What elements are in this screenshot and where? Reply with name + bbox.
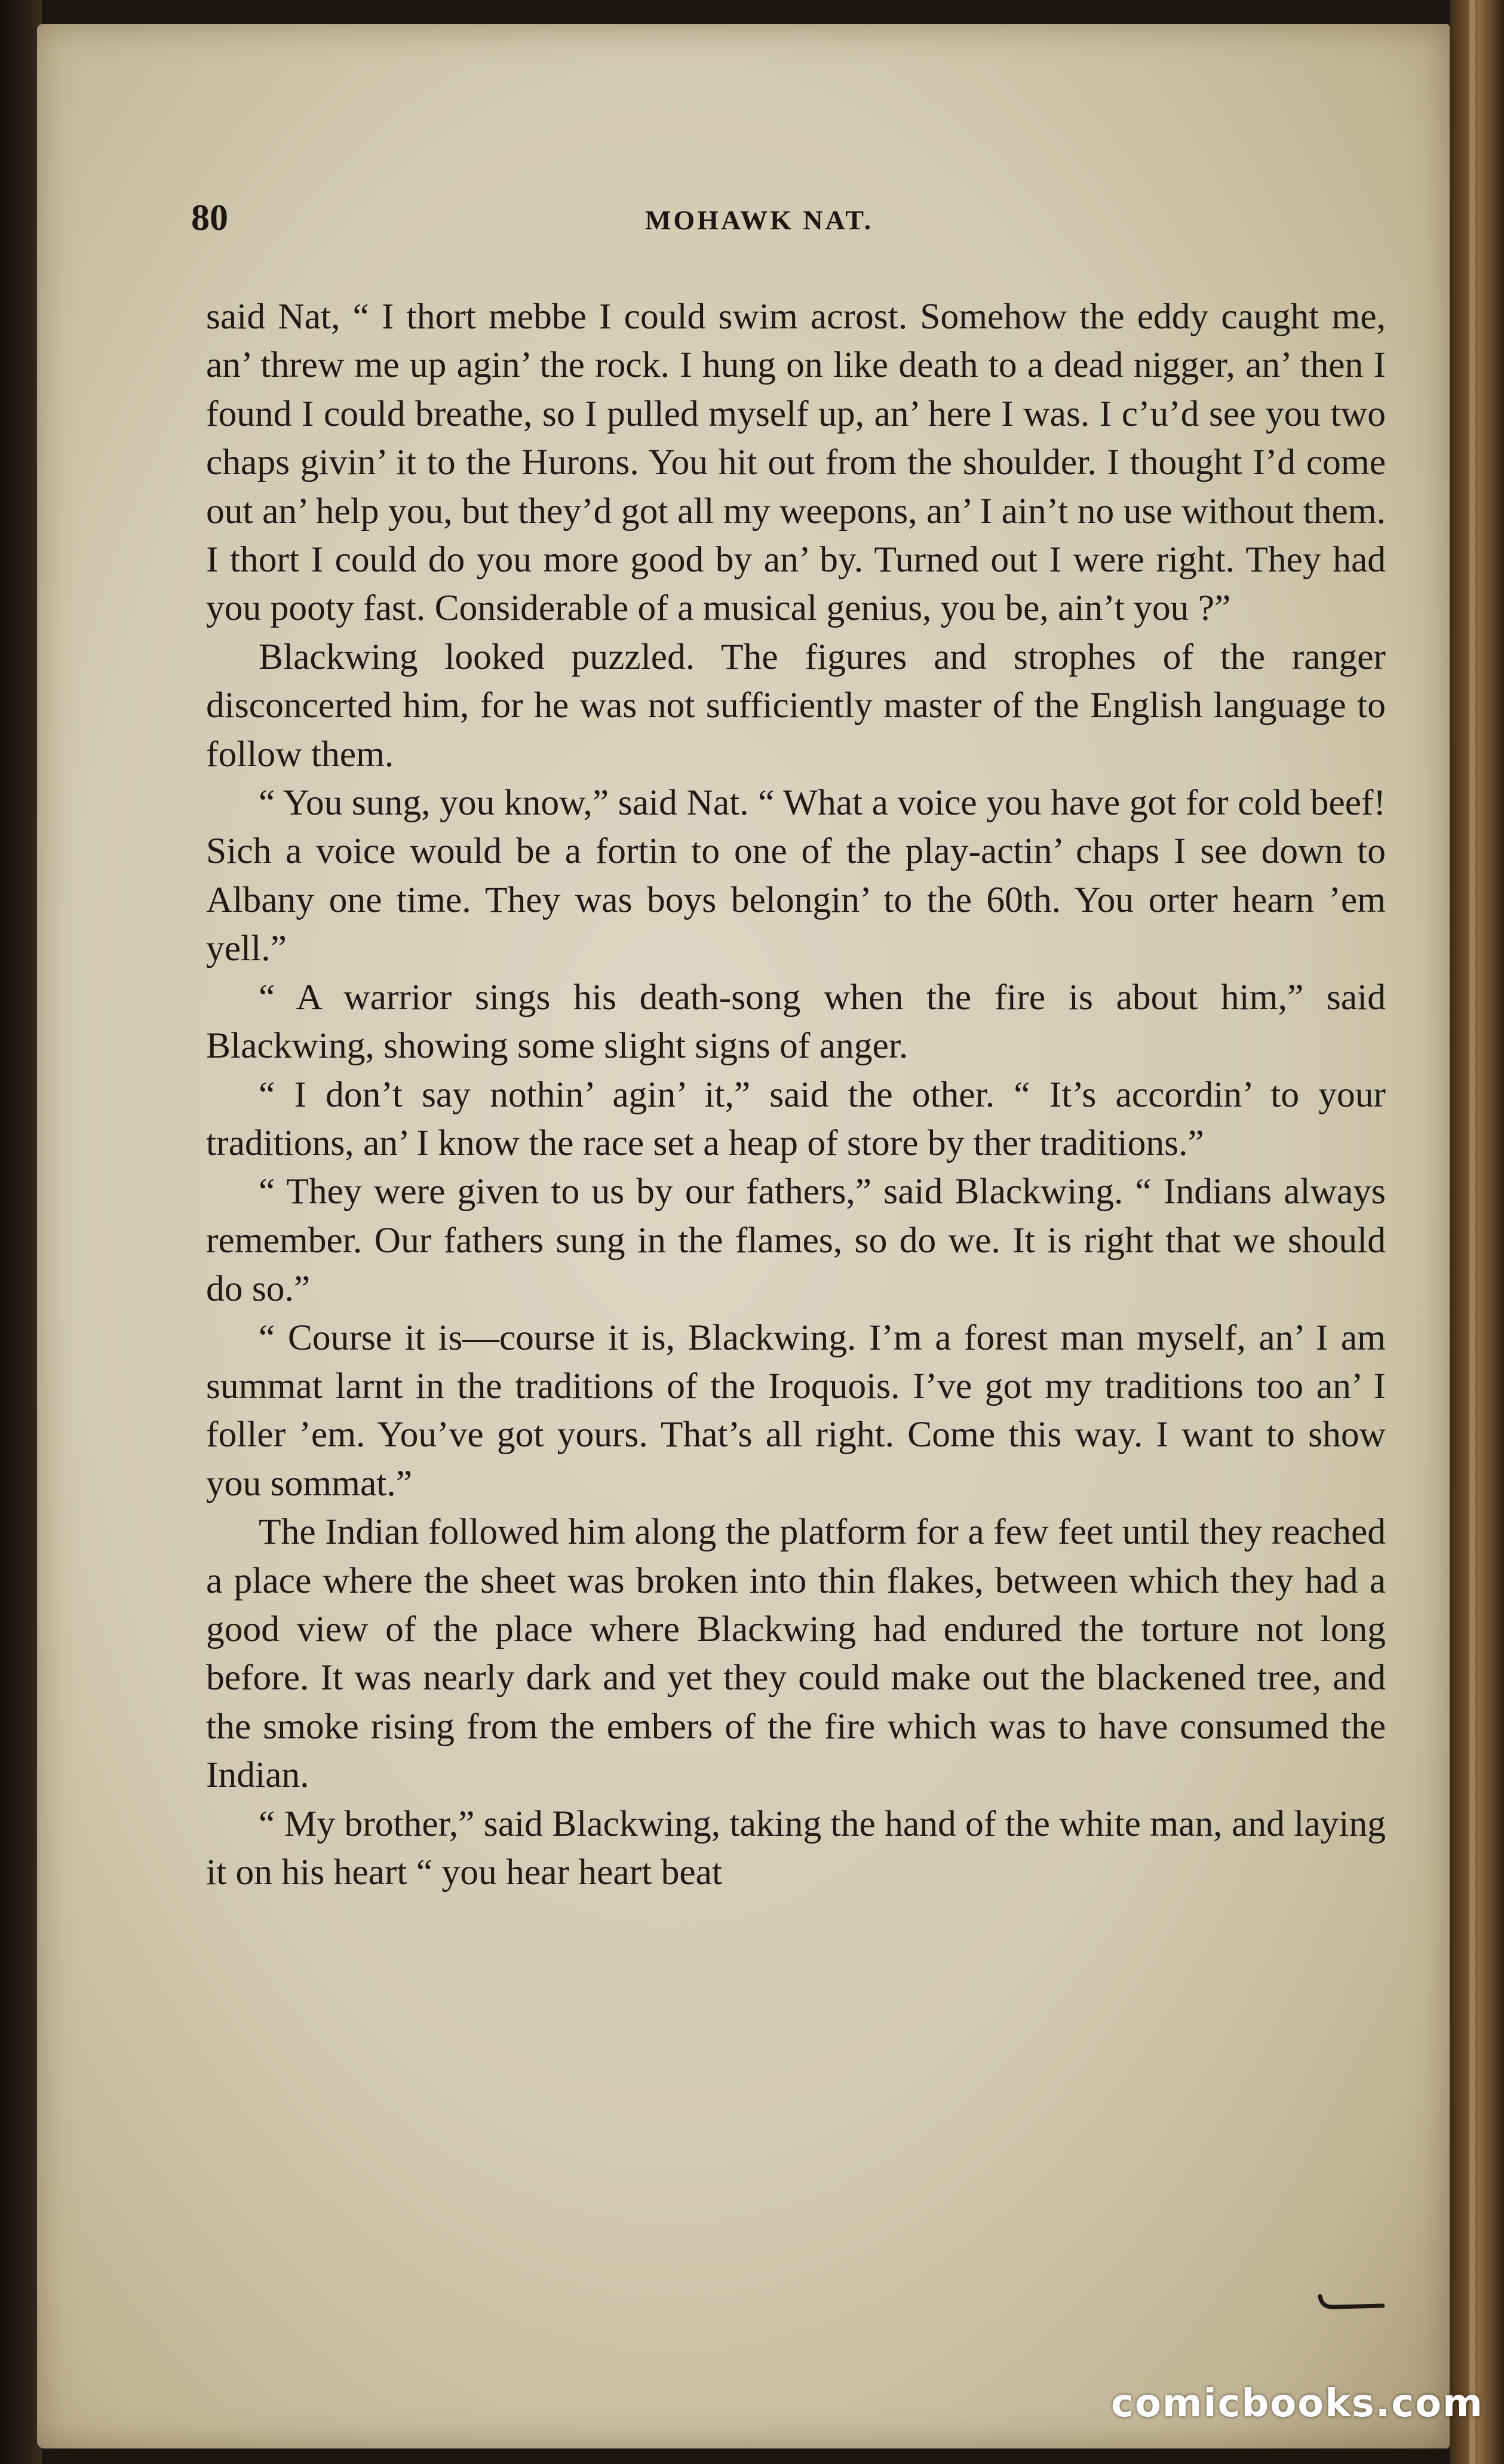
watermark: comicbooks.com	[1111, 2382, 1484, 2426]
paragraph: “ You sung, you know,” said Nat. “ What a voice you have got for cold beef! Sich a voice would be a fortin to one of the play-actin’ chaps I see down to Albany one time. They was boys belongin’ to the 60th. You orter hearn ’em yell.”	[206, 782, 1386, 969]
paragraph: said Nat, “ I thort mebbe I could swim acrost. Somehow the eddy caught me, an’ threw me up agin’ the rock. I hung on like death to a dead nigger, an’ then I found I could breathe, so I pulled myself up, an’ here I was. I c’u’d see you two chaps givin’ it to the Hurons. You hit out from the shoulder. I thought I’d come out an’ help you, but they’d got all my weepons, an’ I ain’t no use without them. I thort I could do you more good by an’ by. Turned out I were right. They had you pooty fast. Considerable of a musical genius, you be, ain’t you ?”	[206, 296, 1386, 629]
running-title: MOHAWK NAT.	[645, 205, 874, 235]
facing-page-edge	[1450, 0, 1504, 2464]
paragraph: “ Course it is—course it is, Blackwing. I’m a forest man myself, an’ I am summat larnt in the traditions of the Iroquois. I’ve got my traditions too an’ I foller ’em. You’ve got yours. That’s all right. Come this way. I want to show you sommat.”	[206, 1317, 1386, 1504]
page-header	[191, 197, 1362, 251]
paragraph: The Indian followed him along the platform for a few feet until they reached a place where the sheet was broken into thin flakes, between which they had a good view of the place where Blackwing had endured the torture not long before. It was nearly dark and yet they could make out the blackened tree, and the smoke rising from the embers of the fire which was to have consumed the Indian.	[206, 1511, 1386, 1796]
paragraph: “ My brother,” said Blackwing, taking the hand of the white man, and laying it on his heart “ you hear heart beat	[206, 1803, 1386, 1892]
paragraph: “ I don’t say nothin’ agin’ it,” said the other. “ It’s accordin’ to your traditions, an’ I know the race set a heap of store by ther traditions.”	[206, 1074, 1386, 1163]
paragraph: “ A warrior sings his death-song when the fire is about him,” said Blackwing, showing some slight signs of anger.	[206, 976, 1386, 1067]
page-number: 80	[191, 198, 228, 238]
book-binding	[0, 0, 42, 2464]
paragraph: “ They were given to us by our fathers,” said Blackwing. “ Indians always remember. Our fathers sung in the flames, so do we. It is right that we should do so.”	[206, 1171, 1386, 1310]
paragraph: Blackwing looked puzzled. The figures and strophes of the ranger disconcerted him, for he was not sufficiently master of the English language to follow them.	[206, 636, 1386, 775]
catchword-mark	[1317, 2290, 1386, 2314]
body-text	[206, 293, 1386, 1897]
facing-page-stripe	[1469, 0, 1475, 2464]
